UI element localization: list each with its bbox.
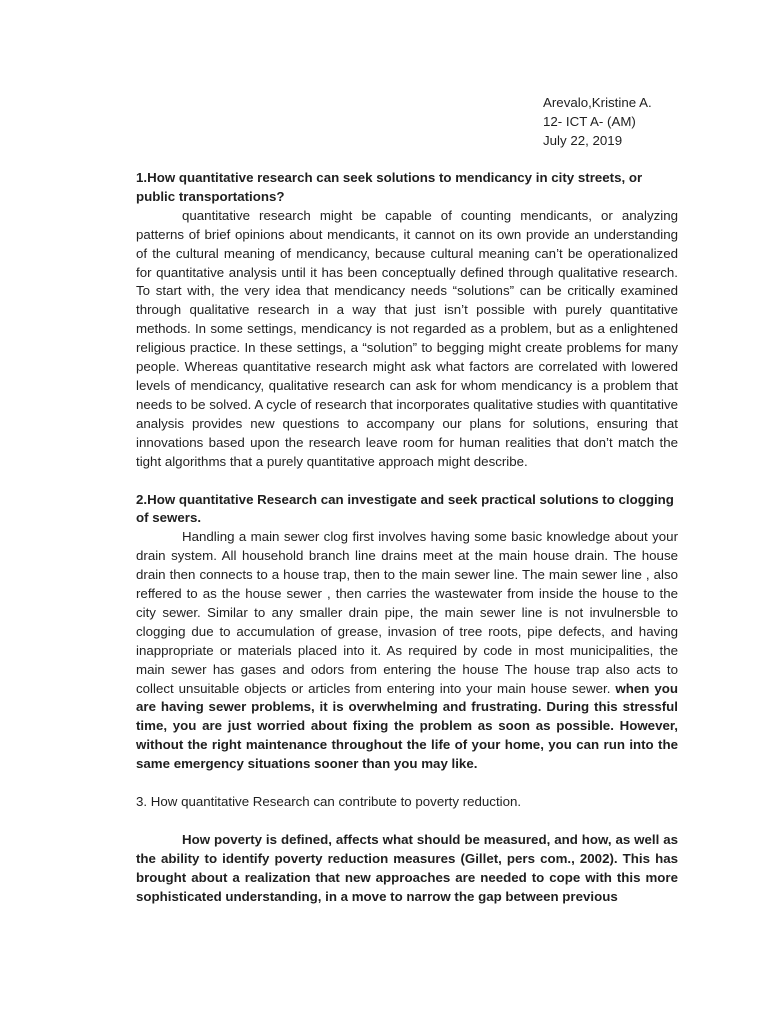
spacer — [136, 774, 678, 793]
question-2-answer-emphasis: when you are having sewer problems, it is overwhelming and frustrating. During this stressful time, you are just worried about fixing the problem as soon as possible. However, without the right maintenance throughout the life of your home, you can run into the same emergency situations sooner than you may like. — [136, 680, 678, 772]
question-3-answer: How poverty is defined, affects what should be measured, and how, as well as the ability to identify poverty reduction measures (Gillet, pers com., 2002). This has brought about a realization that new approaches are needed to cope with this more sophisticated understanding, in a move to narrow the gap between previous — [136, 832, 678, 904]
question-2-answer-plain: Handling a main sewer clog first involves having some basic knowledge about your drain system. All household branch line drains meet at the main house drain. The house drain then connects to a house trap, then to the main sewer line. The main sewer line , also reffered to as the house sewer , then carries the wastewater from inside the house to the city sewer. Similar to any smaller drain pipe, the main sewer line is not invulnersble to clogging due to accumulation of grease, invasion of tree roots, pipe defects, and having inappropriate or materials placed into it. As required by code in most municipalities, the main sewer has gases and odors from entering the house The house trap also acts to collect unsuitable objects or articles from entering into your main house sewer. — [136, 529, 678, 696]
spacer — [136, 472, 678, 491]
question-2-answer — [136, 528, 678, 774]
question-2-heading: 2.How quantitative Research can investigate and seek practical solutions to clogging of sewers. — [136, 491, 674, 526]
author-name: Arevalo,Kristine A. — [543, 95, 652, 110]
author-section: 12- ICT A- (AM) — [543, 114, 636, 129]
document-date: July 22, 2019 — [543, 133, 623, 148]
question-3-heading: 3. How quantitative Research can contribute to poverty reduction. — [136, 794, 522, 810]
author-header — [543, 93, 652, 150]
question-1-answer: quantitative research might be capable of counting mendicants, or analyzing patterns of brief opinions about mendicants, it cannot on its own provide an understanding of the cultural meaning of mendicancy, because cultural meaning can’t be operationalized for quantitative analysis until it has been conceptually defined through qualitative research. To start with, the very idea that mendicancy needs “solutions” can be critically examined through qualitative research in a way that just isn’t possible with purely quantitative methods. In some settings, mendicancy is not regarded as a problem, but as a enlightened religious practice. In these settings, a “solution” to begging might create problems for many people. Whereas quantitative research might ask what factors are correlated with lowered levels of mendicancy, qualitative research can ask for whom mendicancy is a problem that needs to be solved. A cycle of research that incorporates qualitative studies with quantitative analysis provides new questions to accompany our plans for solutions, ensuring that innovations based upon the research leave room for human realities that don’t match the tight algorithms that a purely quantitative approach might describe. — [136, 207, 678, 469]
question-1-heading: 1.How quantitative research can seek solutions to mendicancy in city streets, or public transportations? — [136, 170, 643, 204]
spacer — [136, 812, 678, 831]
document-body — [136, 169, 678, 907]
